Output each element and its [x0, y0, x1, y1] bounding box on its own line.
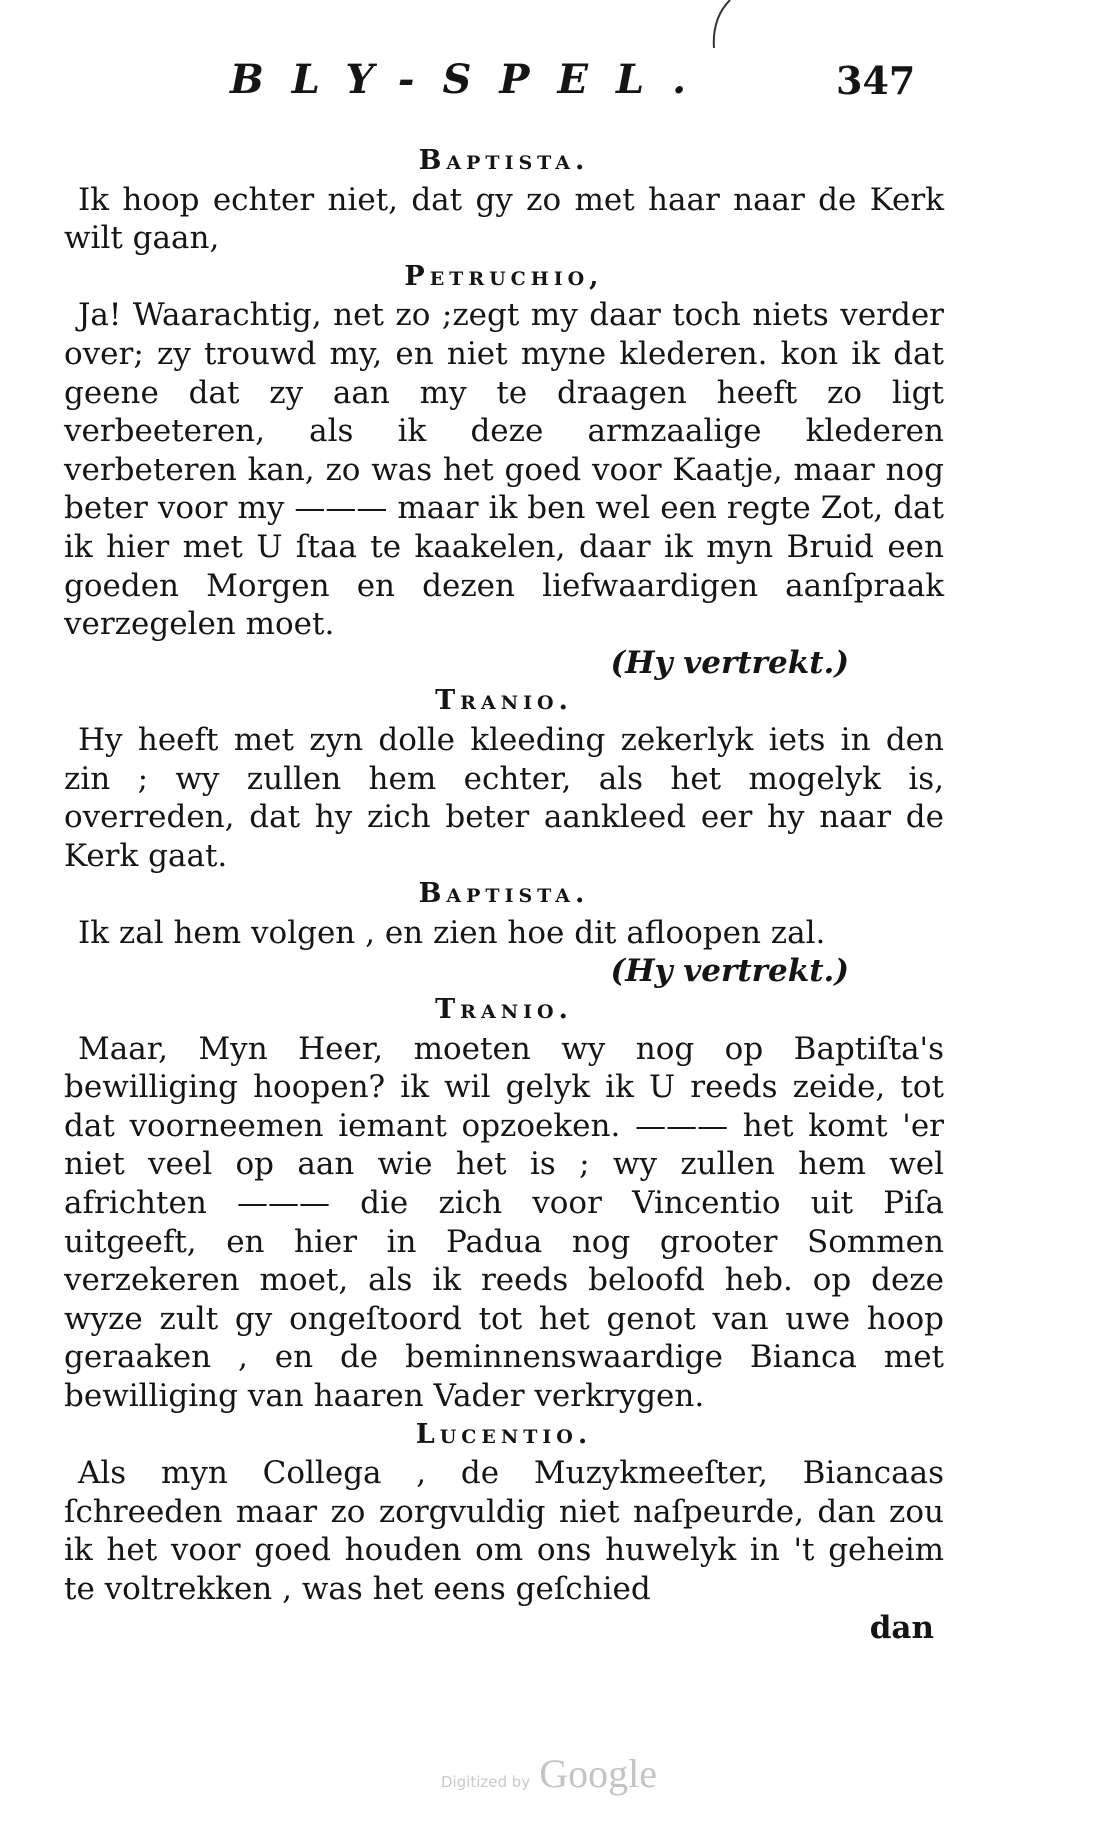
speaker-name: Baptista.	[418, 145, 590, 176]
speaker-name: Lucentio.	[415, 1418, 593, 1450]
digitization-watermark	[0, 1750, 1098, 1797]
speaker-name: Baptista.	[418, 878, 590, 910]
google-logo: Google	[539, 1751, 658, 1796]
stage-direction: (Hy vertrekt.)	[610, 953, 849, 990]
speech-text: Hy heeft met zyn dolle kleeding zekerlyk iets in den zin ; wy zullen hem echter, als het mogelyk is, overreden, dat hy zich beter aankleed eer hy naar de Kerk gaat.	[64, 721, 944, 874]
speech-text: Als myn Collega , de Muzykmeeſter, Biancaas ſchreeden maar zo zorgvuldig niet naſpeurde, dan zou ik het voor goed houden om ons huwelyk in 't geheim te voltrekken , was het eens geſchied	[64, 1455, 944, 1607]
speaker-name: Petruchio,	[404, 260, 604, 292]
digitized-label: Digitized by	[440, 1773, 531, 1791]
page-header	[0, 56, 1098, 116]
speech-text: Ja! Waarachtig, net zo ;zegt my daar toch niets verder over; zy trouwd my, en niet myne klederen. kon ik dat geene dat zy aan my te draagen heeft zo ligt verbeeteren, als ik deze armzaalige klederen verbeteren kan, zo was het goed voor Kaatje, maar nog beter voor my ——— maar ik ben wel een regte Zot, dat ik hier met U ſtaa te kaakelen, daar ik myn Bruid een goeden Morgen en dezen liefwaardigen aanſpraak verzegelen moet.	[64, 297, 944, 643]
body-text	[64, 142, 944, 1647]
speech-text: Maar, Myn Heer, moeten wy nog op Baptiſta's bewilliging hoopen? ik wil gelyk ik U reeds zeide, tot dat voorneemen iemant opzoeken. ——— het komt 'er niet veel op aan wie het is ; wy zullen hem wel africhten ——— die zich voor Vincentio uit Piſa uitgeeft, en hier in Padua nog grooter Sommen verzekeren moet, als ik reeds beloofd heb. op deze wyze zult gy ongeſtoord tot het genot van uwe hoop geraaken , en de beminnenswaardige Bianca met bewilliging van haaren Vader verkrygen.	[64, 1030, 944, 1414]
pen-stroke-mark	[706, 0, 736, 50]
page-number: 347	[836, 58, 916, 103]
stage-direction: (Hy vertrekt.)	[610, 644, 849, 681]
speaker-name: Tranio.	[435, 994, 573, 1026]
speech-text: Ik hoop echter niet, dat gy zo met haar naar de Kerk wilt gaan,	[64, 181, 944, 257]
running-title: BLY-SPEL.	[230, 56, 715, 103]
speaker-name: Tranio.	[435, 685, 573, 717]
catchword: dan	[869, 1609, 934, 1646]
speech-text: Ik zal hem volgen , en zien hoe dit afloopen zal.	[78, 914, 826, 951]
